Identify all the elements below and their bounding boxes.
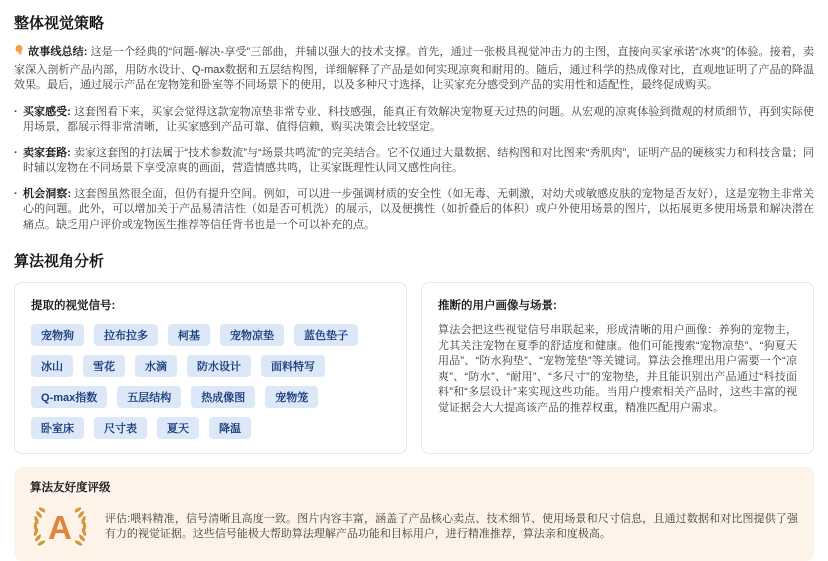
signal-tag-list xyxy=(31,324,361,439)
section-algorithm-analysis xyxy=(14,250,814,454)
bullet-buyer-feeling xyxy=(14,105,814,136)
signal-tag: 冰山 xyxy=(31,355,73,377)
signal-tag: 拉布拉多 xyxy=(94,324,158,346)
storyline-summary xyxy=(14,44,814,94)
bullet-opportunity-insight xyxy=(14,187,814,234)
signal-tag: 宠物凉垫 xyxy=(220,324,284,346)
storyline-text: 这是一个经典的“问题-解决-享受”三部曲，并辅以强大的技术支撑。首先，通过一张极具视觉冲击力的主图，直接向买家承诺“冰爽”的体验。接着，卖家深入剖析产品内部，用防水设计、Q-max数据和五层结构图，详细解释了产品是如何实现凉爽和耐用的。随后，通过科学的热成像对比，直观地证明了产品的降温效果。最后，通过展示产品在宠物笼和卧室等不同场景下的使用，以及多种尺寸选择，让买家充分感受到产品的实用性和适配性，最终促成购买。 xyxy=(14,46,814,91)
visual-signals-card xyxy=(14,282,407,454)
rating-title: 算法友好度评级 xyxy=(30,482,111,494)
rating-evaluation-text: 评估:喂料精准，信号清晰且高度一致。图片内容丰富，涵盖了产品核心卖点、技术细节、使用场景和尺寸信息，且通过数据和对比图提供了强有力的视觉证据。这些信号能极大帮助算法理解产品功能和目标用户，进行精准推荐，算法亲和度极高。 xyxy=(104,512,798,540)
signal-tag: 夏天 xyxy=(157,417,199,439)
signal-tag: 防水设计 xyxy=(187,355,251,377)
grade-a-badge xyxy=(30,507,90,547)
signal-tag: 热成像图 xyxy=(191,386,255,408)
section-visual-strategy xyxy=(14,12,814,233)
signal-tag: 蓝色垫子 xyxy=(294,324,358,346)
visual-strategy-title: 整体视觉策略 xyxy=(14,15,105,32)
bullet-label: 机会洞察: xyxy=(23,187,72,200)
user-persona-card xyxy=(421,282,814,454)
visual-signals-title: 提取的视觉信号: xyxy=(31,300,116,312)
signal-tag: 降温 xyxy=(209,417,251,439)
algorithm-analysis-title: 算法视角分析 xyxy=(14,253,105,270)
bullet-text: 这套图看下来，买家会觉得这款宠物凉垫非常专业、科技感强，能真正有效解决宠物夏天过热的问题。从宏观的凉爽体验到微观的材质细节，再到实际使用场景，都展示得非常清晰，让买家感到产品可靠、值得信赖，购买决策会比较坚定。 xyxy=(23,105,814,133)
algorithm-cards xyxy=(14,282,814,454)
laurel-branch-left-icon xyxy=(30,507,45,547)
user-persona-title: 推断的用户画像与场景: xyxy=(438,300,557,312)
bullet-label: 买家感受: xyxy=(23,105,71,118)
signal-tag: 面料特写 xyxy=(261,355,325,377)
bullet-label: 卖家套路: xyxy=(23,146,71,159)
signal-tag: 尺寸表 xyxy=(94,417,147,439)
laurel-branch-right-icon xyxy=(75,507,90,547)
algorithm-rating-panel xyxy=(14,467,814,561)
signal-tag: 宠物狗 xyxy=(31,324,84,346)
signal-tag: 水滴 xyxy=(135,355,177,377)
storyline-label: 故事线总结: xyxy=(28,46,88,58)
bullet-text: 卖家这套图的打法属于“技术参数流”与“场景共鸣流”的完美结合。它不仅通过大量数据、结构图和对比图来“秀肌肉”，证明产品的硬核实力和科技含量；同时辅以宠物在不同场景下享受凉爽的画面，营造情感共鸣，让买家既理性认同又感性向往。 xyxy=(23,146,814,174)
user-persona-text: 算法会把这些视觉信号串联起来，形成清晰的用户画像：养狗的宠物主，尤其关注宠物在夏季的舒适度和健康。他们可能搜索“宠物凉垫”、“狗夏天用品”、“防水狗垫”、“宠物笼垫”等关键词。算法会推理出用户需要一个“凉爽”、“防水”、“耐用”、“多尺寸”的宠物垫，并且能识别出产品通过“科技面料”和“多层设计”来实现这些功能。当用户搜索相关产品时，这些丰富的视觉证据会大大提高该产品的推荐权重，精准匹配用户需求。 xyxy=(438,324,797,414)
signal-tag: 卧室床 xyxy=(31,417,84,439)
signal-tag: 五层结构 xyxy=(117,386,181,408)
signal-tag: 柯基 xyxy=(168,324,210,346)
signal-tag: Q-max指数 xyxy=(31,386,107,408)
signal-tag: 雪花 xyxy=(83,355,125,377)
rating-row xyxy=(30,507,798,547)
signal-tag: 宠物笼 xyxy=(265,386,318,408)
bullet-text: 这套图虽然很全面，但仍有提升空间。例如，可以进一步强调材质的安全性（如无毒、无刺激，对幼犬或敏感皮肤的宠物是否友好），这是宠物主非常关心的问题。此外，可以增加关于产品易清洁性（如是否可机洗）的展示，以及便携性（如折叠后的体积）或户外使用场景的图片，以拓展更多使用场景和解决潜在痛点。缺乏用户评价或宠物医生推荐等信任背书也是一个可以补充的点。 xyxy=(23,187,815,231)
lightbulb-icon xyxy=(14,44,25,63)
grade-letter: A xyxy=(48,508,72,546)
bullet-seller-tactics xyxy=(14,146,814,177)
